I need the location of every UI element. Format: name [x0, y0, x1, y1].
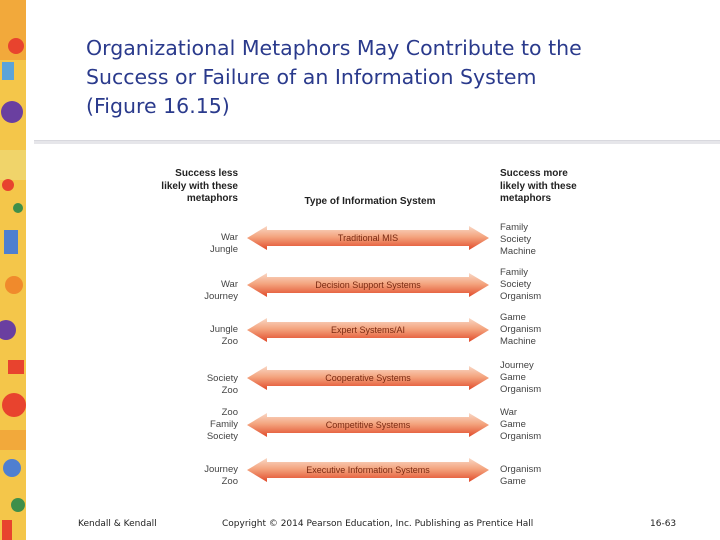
metaphor-word: Jungle	[210, 324, 238, 335]
metaphor-word: Game	[500, 312, 526, 323]
metaphor-word: Jungle	[210, 244, 238, 255]
double-arrow	[247, 318, 489, 342]
metaphor-word: Society	[500, 234, 532, 245]
system-type-label: Decision Support Systems	[315, 280, 421, 290]
less-likely-metaphors	[150, 324, 238, 348]
system-type-label: Traditional MIS	[337, 233, 399, 243]
metaphor-word: Organism	[500, 291, 542, 302]
metaphor-word: Journey	[204, 464, 238, 475]
less-likely-metaphors	[150, 232, 238, 256]
header-line: metaphors	[186, 193, 238, 204]
more-likely-metaphors	[500, 312, 610, 348]
system-type-label: Competitive Systems	[325, 420, 411, 430]
metaphor-word: Family	[500, 222, 528, 233]
right-column-header	[500, 168, 620, 206]
metaphor-word: Family	[500, 267, 528, 278]
double-arrow	[247, 458, 489, 482]
decorative-side-strip	[0, 0, 26, 540]
metaphor-word: Zoo	[221, 407, 238, 418]
metaphor-word: Machine	[500, 246, 536, 257]
header-line: likely with these	[161, 180, 238, 192]
more-likely-metaphors	[500, 360, 610, 396]
middle-column-header: Type of Information System	[304, 196, 436, 207]
more-likely-metaphors	[500, 407, 610, 443]
metaphor-word: War	[500, 407, 518, 418]
less-likely-metaphors	[150, 464, 238, 488]
system-type-label: Executive Information Systems	[306, 465, 430, 475]
header-line: Success more	[500, 168, 568, 179]
more-likely-metaphors	[500, 464, 610, 488]
system-type-label: Cooperative Systems	[325, 373, 411, 383]
double-arrow	[247, 413, 489, 437]
metaphor-word: Zoo	[221, 476, 238, 487]
metaphor-word: Organism	[500, 464, 542, 475]
header-line: Success less	[175, 168, 238, 179]
footer-copyright: Copyright © 2014 Pearson Education, Inc. Publishing as Prentice Hall	[222, 519, 534, 529]
left-column-header	[120, 168, 238, 206]
less-likely-metaphors	[150, 373, 238, 397]
slide-title-line: (Figure 16.15)	[86, 94, 230, 118]
less-likely-metaphors	[150, 407, 238, 443]
system-type-label: Expert Systems/AI	[330, 325, 406, 335]
double-arrow	[247, 273, 489, 297]
more-likely-metaphors	[500, 222, 610, 258]
metaphor-word: Family	[210, 419, 238, 430]
footer-slide-number: 16-63	[650, 519, 677, 529]
metaphor-word: Zoo	[221, 336, 238, 347]
double-arrow	[247, 366, 489, 390]
confetti-pattern-icon	[0, 0, 26, 540]
metaphor-word: War	[220, 232, 238, 243]
title-divider	[34, 140, 720, 144]
metaphor-word: Society	[500, 279, 532, 290]
slide-title-line: Success or Failure of an Information System	[86, 65, 537, 89]
metaphor-word: Zoo	[221, 385, 238, 396]
footer-author: Kendall & Kendall	[78, 519, 157, 529]
metaphor-word: Machine	[500, 336, 536, 347]
metaphor-word: Organism	[500, 324, 542, 335]
header-line: likely with these	[500, 180, 577, 192]
metaphor-word: Society	[206, 373, 238, 384]
double-arrow	[247, 226, 489, 250]
slide-title-line: Organizational Metaphors May Contribute to the	[86, 36, 582, 60]
metaphor-word: War	[220, 279, 238, 290]
more-likely-metaphors	[500, 267, 610, 303]
header-line: metaphors	[500, 193, 552, 204]
metaphor-word: Game	[500, 419, 526, 430]
metaphor-word: Journey	[204, 291, 238, 302]
metaphor-word: Game	[500, 372, 526, 383]
metaphor-word: Journey	[500, 360, 534, 371]
metaphor-word: Organism	[500, 431, 542, 442]
slide-title	[86, 34, 686, 121]
metaphor-word: Game	[500, 476, 526, 487]
metaphor-word: Society	[206, 431, 238, 442]
less-likely-metaphors	[150, 279, 238, 303]
metaphor-word: Organism	[500, 384, 542, 395]
